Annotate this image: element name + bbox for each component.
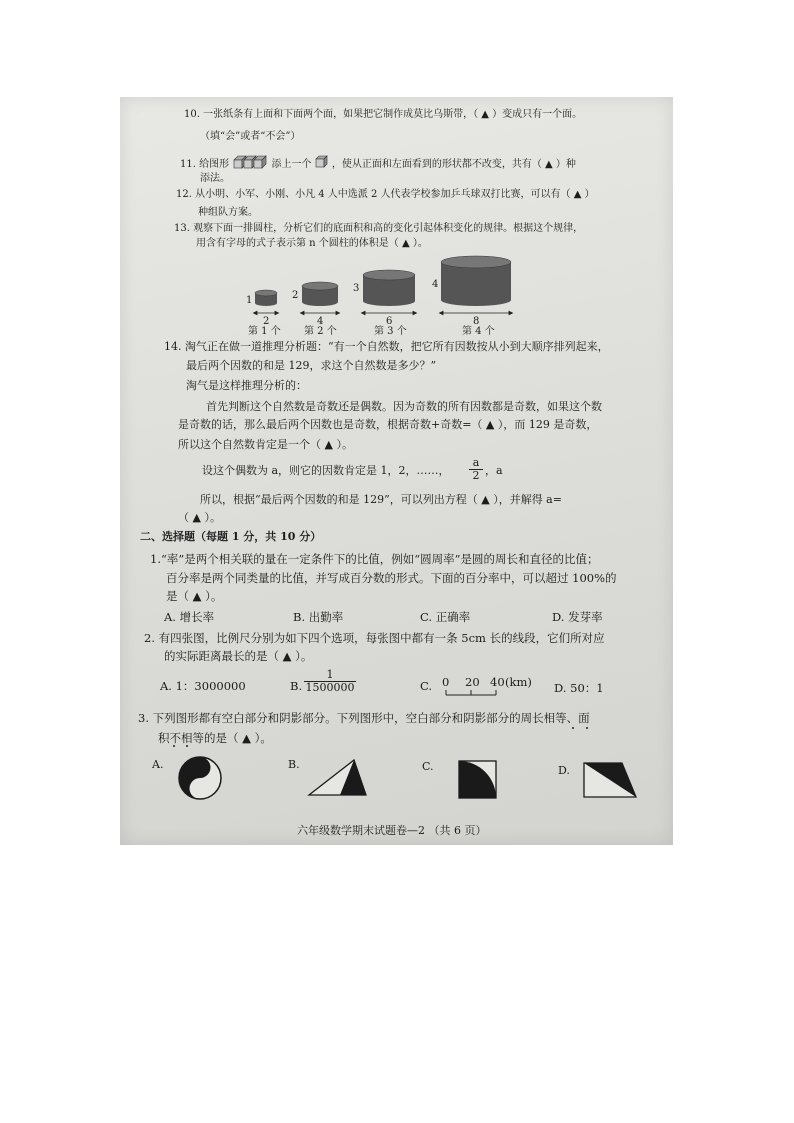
- mc2-option-b-label: B.: [290, 679, 303, 693]
- cylinder-4-width: 8: [473, 316, 480, 327]
- scale-bar: [445, 689, 505, 697]
- mc2-scale-tick-40: 40: [490, 675, 505, 689]
- exam-page-photo: [120, 97, 673, 845]
- cylinder-4: [441, 256, 511, 313]
- section-2-title: 二、选择题（每题 1 分，共 10 分）: [140, 530, 322, 543]
- mc1-line3: 是（ ▲ ）。: [166, 589, 223, 603]
- mc1-option-d: D. 发芽率: [552, 610, 603, 624]
- mc3-label-a: A.: [152, 758, 164, 771]
- cylinder-1-height: 1: [246, 295, 253, 306]
- mc3-line2: 积不相等的是（ ▲ ）。: [158, 731, 272, 745]
- cylinder-2-caption: 第 2 个: [304, 326, 337, 337]
- q14-line3: 淘气是这样推理分析的：: [186, 379, 307, 392]
- mc3-label-d: D.: [558, 764, 570, 777]
- mc1-line2: 百分率是两个同类量的比值，并写成百分数的形式。下面的百分率中，可以超过 100%的: [166, 571, 617, 585]
- q13-line2: 用含有字母的式子表示第 n 个圆柱的体积是（ ▲ ）。: [196, 238, 428, 249]
- cylinder-1: [255, 290, 277, 313]
- q11-line1: 11. 给图形 添上一个 ，使从正面和左面看到的形状都不改变，共有（ ▲ ）种: [180, 154, 576, 171]
- mc1-option-a: A. 增长率: [164, 610, 215, 624]
- figure-c-quarter-circle: [457, 759, 499, 801]
- figure-b-triangle: [306, 757, 370, 799]
- cylinder-1-width: 2: [263, 316, 270, 327]
- cylinder-3-width: 6: [386, 316, 393, 327]
- cylinder-3-height: 3: [353, 283, 360, 294]
- q10-line1: 10. 一张纸条有上面和下面两个面，如果把它制作成莫比乌斯带，（ ▲ ）变成只有一个面。: [184, 109, 583, 120]
- q12-line2: 种组队方案。: [198, 207, 258, 218]
- mc2-option-a: A. 1：3000000: [160, 679, 246, 693]
- q14-line7-tail: ，a: [485, 464, 503, 477]
- q11-line2: 添法。: [200, 173, 230, 184]
- mc2-scale-tick-20: 20: [465, 675, 480, 689]
- mc1-line1: 1.“率”是两个相关联的量在一定条件下的比值，例如“圆周率”是圆的周长和直径的比值；: [150, 552, 599, 566]
- mc3-label-b: B.: [288, 758, 300, 771]
- q14-line5: 是奇数的话，那么最后两个因数也是奇数，根据奇数+奇数=（ ▲ ），而 129 是奇数，: [178, 418, 598, 431]
- cylinder-4-caption: 第 4 个: [462, 326, 495, 337]
- q14-line1: 14. 淘气正在做一道推理分析题：“有一个自然数，把它所有因数按从小到大顺序排列起来，: [164, 340, 609, 353]
- q14-fraction: $\frac{a}{2}$: [469, 457, 483, 482]
- q14-line9: （ ▲ ）。: [178, 511, 221, 524]
- mc2-scale-unit: (km): [505, 675, 532, 689]
- q12-line1: 12. 从小明、小军、小刚、小凡 4 人中选派 2 人代表学校参加乒乓球双打比赛，可以有（ ▲ ）: [176, 189, 595, 200]
- q14-line8: 所以，根据“最后两个因数的和是 129”，可以列出方程（ ▲ ），并解得 a=: [200, 493, 562, 506]
- block-figure-icon: [232, 154, 268, 170]
- mc3-line1: 3. 下列图形都有空白部分和阴影部分。下列图形中，空白部分和阴影部分的周长相等、面: [138, 711, 590, 725]
- cylinder-3: [363, 270, 415, 313]
- mc2-option-d: D. 50：1: [554, 681, 604, 695]
- q13-line1: 13. 观察下面一排圆柱，分析它们的底面积和高的变化引起体积变化的规律。根据这个规律，: [174, 223, 584, 234]
- cylinder-3-caption: 第 3 个: [374, 326, 407, 337]
- mc2-option-c-label: C.: [420, 679, 433, 693]
- mc1-option-c: C. 正确率: [420, 610, 471, 624]
- q14-line2: 最后两个因数的和是 129，求这个自然数是多少？”: [186, 359, 437, 372]
- mc2-line1: 2. 有四张图，比例尺分别为如下四个选项，每张图中都有一条 5cm 长的线段，它们所对应: [144, 631, 605, 645]
- q10-line2: （填“会”或者“不会”）: [200, 131, 301, 142]
- mc1-option-b: B. 出勤率: [293, 610, 344, 624]
- q14-line4: 首先判断这个自然数是奇数还是偶数。因为奇数的所有因数都是奇数，如果这个数: [206, 400, 602, 413]
- mc2-option-b-fraction: $\frac{1}{1500000}$: [305, 668, 355, 694]
- figure-a-yinyang: [176, 754, 224, 802]
- cylinder-2-height: 2: [292, 290, 299, 301]
- cylinder-2: [302, 282, 338, 313]
- cylinder-1-caption: 第 1 个: [248, 326, 281, 337]
- mc2-line2: 的实际距离最长的是（ ▲ ）。: [164, 649, 313, 663]
- single-cube-icon: [315, 155, 329, 169]
- q14-line6: 所以这个自然数肯定是一个（ ▲ ）。: [178, 438, 353, 451]
- page-footer: 六年级数学期末试题卷—2 （共 6 页）: [297, 824, 487, 837]
- q14-line7: 设这个偶数为 a，则它的因数肯定是 1，2，……，: [202, 464, 450, 477]
- figure-d-trapezoid: [582, 761, 640, 801]
- mc2-scale-tick-0: 0: [442, 675, 450, 689]
- mc3-label-c: C.: [422, 760, 434, 773]
- cylinder-4-height: 4: [432, 279, 439, 290]
- cylinder-2-width: 4: [317, 316, 324, 327]
